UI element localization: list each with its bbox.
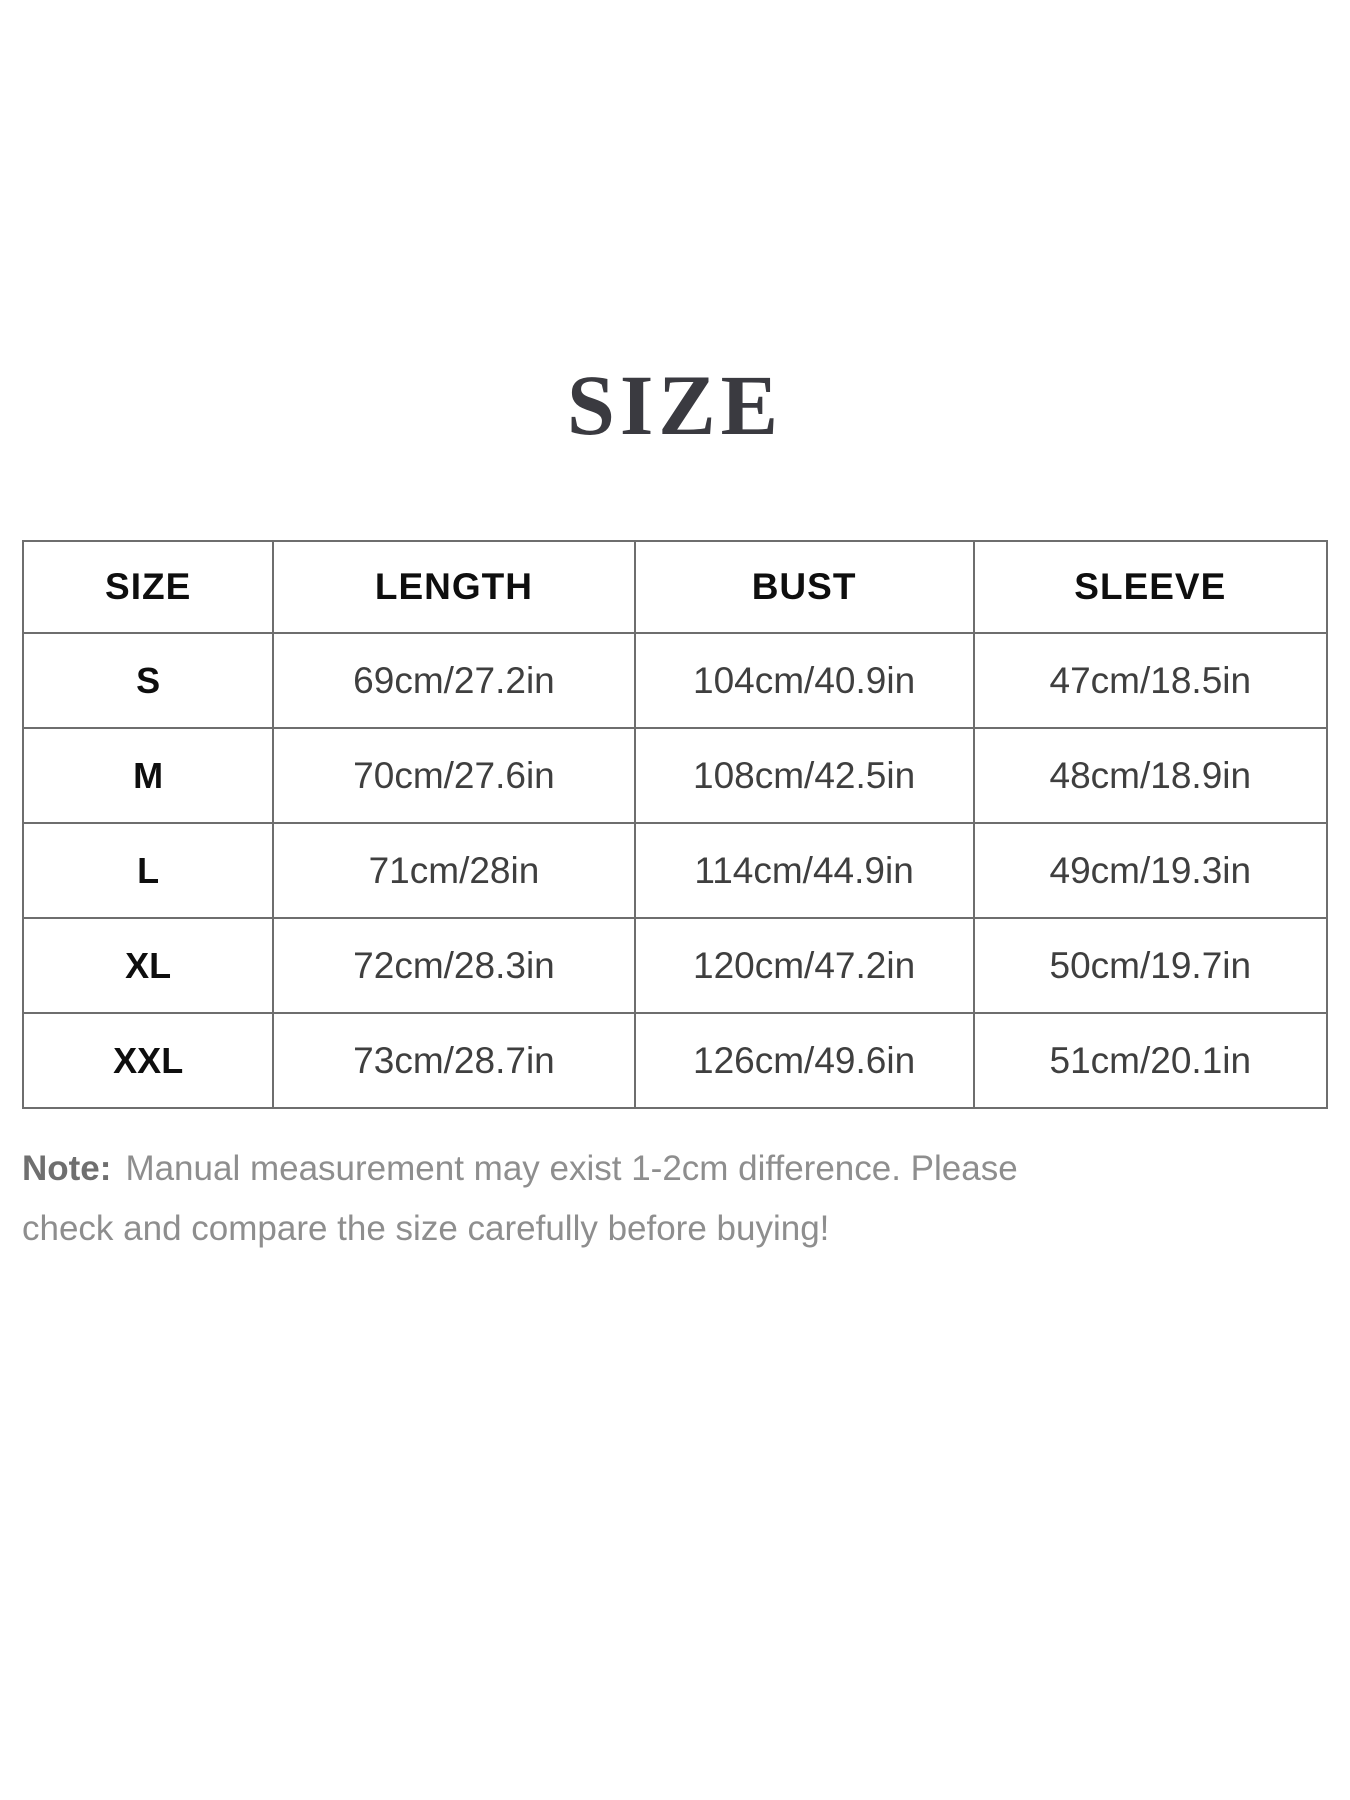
- cell-size: M: [23, 728, 273, 823]
- cell-sleeve: 47cm/18.5in: [974, 633, 1327, 728]
- cell-sleeve: 51cm/20.1in: [974, 1013, 1327, 1108]
- cell-size: XXL: [23, 1013, 273, 1108]
- header-cell-size: SIZE: [23, 541, 273, 633]
- size-table-body: [23, 633, 1327, 1108]
- cell-bust: 114cm/44.9in: [635, 823, 974, 918]
- header-row: [23, 541, 1327, 633]
- cell-sleeve: 49cm/19.3in: [974, 823, 1327, 918]
- cell-bust: 108cm/42.5in: [635, 728, 974, 823]
- note-line2: check and compare the size carefully before buying!: [22, 1209, 830, 1249]
- cell-size: L: [23, 823, 273, 918]
- cell-bust: 126cm/49.6in: [635, 1013, 974, 1108]
- cell-length: 70cm/27.6in: [273, 728, 634, 823]
- table-row-l: [23, 823, 1327, 918]
- size-table-header: [23, 541, 1327, 633]
- cell-length: 73cm/28.7in: [273, 1013, 634, 1108]
- table-row-xl: [23, 918, 1327, 1013]
- table-row-s: [23, 633, 1327, 728]
- cell-length: 72cm/28.3in: [273, 918, 634, 1013]
- cell-size: XL: [23, 918, 273, 1013]
- page-title: SIZE: [566, 357, 784, 453]
- header-cell-length: LENGTH: [273, 541, 634, 633]
- header-cell-sleeve: SLEEVE: [974, 541, 1327, 633]
- note-line1: Manual measurement may exist 1-2cm difference. Please: [125, 1149, 1018, 1188]
- measurement-note: [22, 1139, 1310, 1259]
- cell-sleeve: 50cm/19.7in: [974, 918, 1327, 1013]
- cell-size: S: [23, 633, 273, 728]
- note-label: Note:: [22, 1149, 112, 1188]
- cell-bust: 104cm/40.9in: [635, 633, 974, 728]
- header-cell-bust: BUST: [635, 541, 974, 633]
- cell-length: 69cm/27.2in: [273, 633, 634, 728]
- cell-sleeve: 48cm/18.9in: [974, 728, 1327, 823]
- cell-bust: 120cm/47.2in: [635, 918, 974, 1013]
- table-row-m: [23, 728, 1327, 823]
- table-row-xxl: [23, 1013, 1327, 1108]
- cell-length: 71cm/28in: [273, 823, 634, 918]
- size-table: [22, 540, 1328, 1109]
